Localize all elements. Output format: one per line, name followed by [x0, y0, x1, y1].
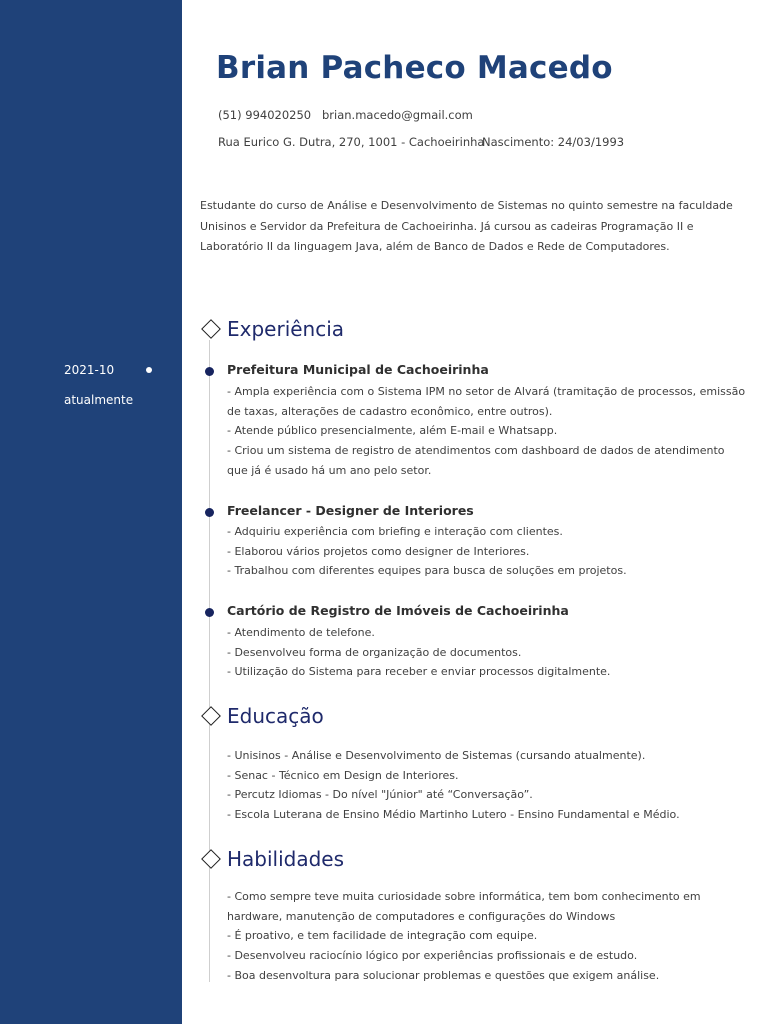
list-item: - Trabalhou com diferentes equipes para busca de soluções em projetos. [227, 564, 627, 578]
list-item: - Atendimento de telefone. [227, 626, 375, 639]
list-item: - Elaborou vários projetos como designer de Interiores. [227, 544, 530, 558]
diamond-icon [201, 706, 221, 726]
list-item: - Senac - Técnico em Design de Interiores. [227, 768, 459, 782]
list-item: - Boa desenvoltura para solucionar problemas e questões que exigem análise. [227, 968, 660, 982]
list-item: - Desenvolveu raciocínio lógico por experiências profissionais e de estudo. [227, 949, 638, 963]
sidebar [0, 0, 182, 1024]
phone-number: (51) 994020250 [218, 108, 312, 122]
list-item: - É proativo, e tem facilidade de integração com equipe. [227, 929, 538, 943]
list-item: - Unisinos - Análise e Desenvolvimento de Sistemas (cursando atualmente). [227, 749, 646, 762]
timeline-line [209, 340, 210, 982]
experience-section-header [203, 316, 345, 342]
job-details [227, 623, 747, 682]
list-item: - Atende público presencialmente, além E-mail e Whatsapp. [227, 424, 558, 438]
list-item: - Criou um sistema de registro de atendimentos com dashboard de dados de atendimento que já é usado há um ano pelo setor. [227, 444, 725, 477]
job-details [227, 382, 747, 481]
list-item: - Utilização do Sistema para receber e enviar processos digitalmente. [227, 665, 611, 679]
timeline-dot [205, 508, 214, 517]
diamond-icon [201, 849, 221, 869]
job-title: Freelancer - Designer de Interiores [227, 503, 474, 518]
experience-title: Experiência [227, 317, 345, 341]
birth-date: Nascimento: 24/03/1993 [482, 135, 625, 149]
timeline-dot [205, 367, 214, 376]
diamond-icon [201, 319, 221, 339]
email-address: brian.macedo@gmail.com [322, 108, 473, 122]
sidebar-dot [146, 367, 152, 373]
list-item: - Desenvolveu forma de organização de documentos. [227, 645, 522, 659]
job-details [227, 522, 747, 581]
experience-end-date: atualmente [64, 393, 134, 407]
skills-section-header [203, 846, 345, 872]
education-title: Educação [227, 704, 324, 728]
list-item: - Ampla experiência com o Sistema IPM no setor de Alvará (tramitação de processos, emissão de taxas, alterações de cadastro econômico, entre outros). [227, 385, 746, 418]
job-title: Prefeitura Municipal de Cachoeirinha [227, 362, 489, 377]
timeline-dot [205, 608, 214, 617]
list-item: - Percutz Idiomas - Do nível "Júnior" até “Conversação”. [227, 788, 533, 802]
skills-title: Habilidades [227, 847, 345, 871]
list-item: - Como sempre teve muita curiosidade sobre informática, tem bom conhecimento em hardware, manutenção de computadores e configurações do Windows [227, 890, 701, 923]
list-item: - Adquiriu experiência com briefing e interação com clientes. [227, 525, 563, 538]
education-section-header [203, 703, 324, 729]
list-item: - Escola Luterana de Ensino Médio Martinho Lutero - Ensino Fundamental e Médio. [227, 808, 680, 822]
education-list [227, 746, 747, 825]
job-title: Cartório de Registro de Imóveis de Cachoeirinha [227, 603, 569, 618]
skills-list [227, 887, 747, 986]
candidate-name: Brian Pacheco Macedo [216, 50, 613, 86]
experience-start-date: 2021-10 [64, 363, 115, 377]
address: Rua Eurico G. Dutra, 270, 1001 - Cachoeirinha [218, 135, 485, 149]
profile-summary: Estudante do curso de Análise e Desenvolvimento de Sistemas no quinto semestre na faculdade Unisinos e Servidor da Prefeitura de Cachoeirinha. Já cursou as cadeiras Programação II e Laboratório II da linguagem Java, além de Banco de Dados e Rede de Computadores. [200, 199, 733, 253]
